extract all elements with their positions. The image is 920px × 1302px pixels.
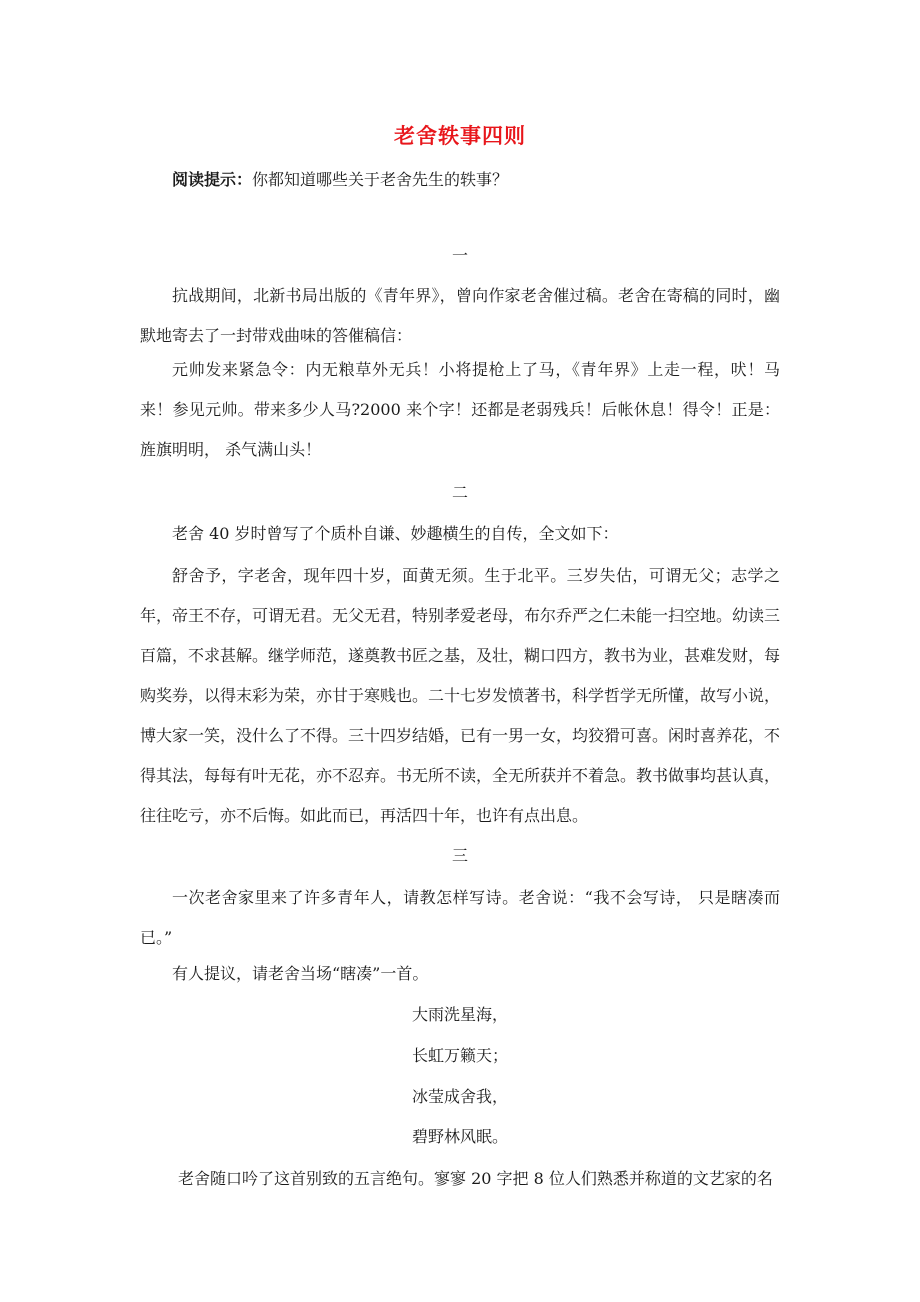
section-2-paragraph-2: 舒舍予，字老舍，现年四十岁，面黄无须。生于北平。三岁失估，可谓无父；志学之年，帝王不存，可谓无君。无父无君，特别孝爱老母，布尔乔严之仁未能一扫空地。幼读三百篇，不求甚解。继学师范，遂奠教书匠之基，及壮，糊口四方，教书为业，甚难发财，每购奖券，以得末彩为荣，亦甘于寒贱也。二十七岁发愤著书，科学哲学无所懂，故写小说，博大家一笑，没什么了不得。三十四岁结婚，已有一男一女，均狡猾可喜。闲时喜养花，不得其法，每每有叶无花，亦不忍弃。书无所不读，全无所获并不着急。教书做事均甚认真，往往吃亏，亦不后悔。如此而已，再活四十年，也许有点出息。 xyxy=(140,566,781,825)
reading-hint-text: 你都知道哪些关于老舍先生的轶事？ xyxy=(252,170,509,189)
section-number-3: 三 xyxy=(451,846,468,865)
section-number-1: 一 xyxy=(451,246,468,265)
section-1-paragraph-1: 抗战期间，北新书局出版的《青年界》，曾向作家老舍催过稿。老舍在寄稿的同时，幽默地寄去了一封带戏曲味的答催稿信： xyxy=(140,286,780,345)
section-2-paragraph-1: 老舍 40 岁时曾写了个质朴自谦、妙趣横生的自传，全文如下： xyxy=(172,524,619,543)
poem-line: 冰莹成舍我， xyxy=(412,1087,509,1106)
section-number-2: 二 xyxy=(451,483,468,502)
section-3-paragraph-1: 一次老舍家里来了许多青年人，请教怎样写诗。老舍说：“我不会写诗， 只是瞎凑而已。” xyxy=(140,888,780,947)
poem-line: 碧野林风眠。 xyxy=(412,1127,509,1146)
section-3-paragraph-2: 有人提议，请老舍当场“瞎凑”一首。 xyxy=(172,964,429,983)
section-3-closing-paragraph: 老舍随口吟了这首别致的五言绝句。寥寥 20 字把 8 位人们熟悉并称道的文艺家的名 xyxy=(178,1169,773,1188)
section-1-paragraph-2: 元帅发来紧急令：内无粮草外无兵！小将提枪上了马，《青年界》上走一程，吠！马来！参见元帅。带来多少人马?2000 来个字！还都是老弱残兵！后帐休息！得令！正是： 旌旗明明， 杀气满山头！ xyxy=(140,360,780,459)
reading-hint-label: 阅读提示： xyxy=(172,170,253,189)
document-title: 老舍轶事四则 xyxy=(394,124,526,148)
poem-line: 大雨洗星海， xyxy=(412,1005,509,1024)
reading-hint xyxy=(172,170,508,190)
poem-line: 长虹万籁天； xyxy=(412,1046,509,1065)
